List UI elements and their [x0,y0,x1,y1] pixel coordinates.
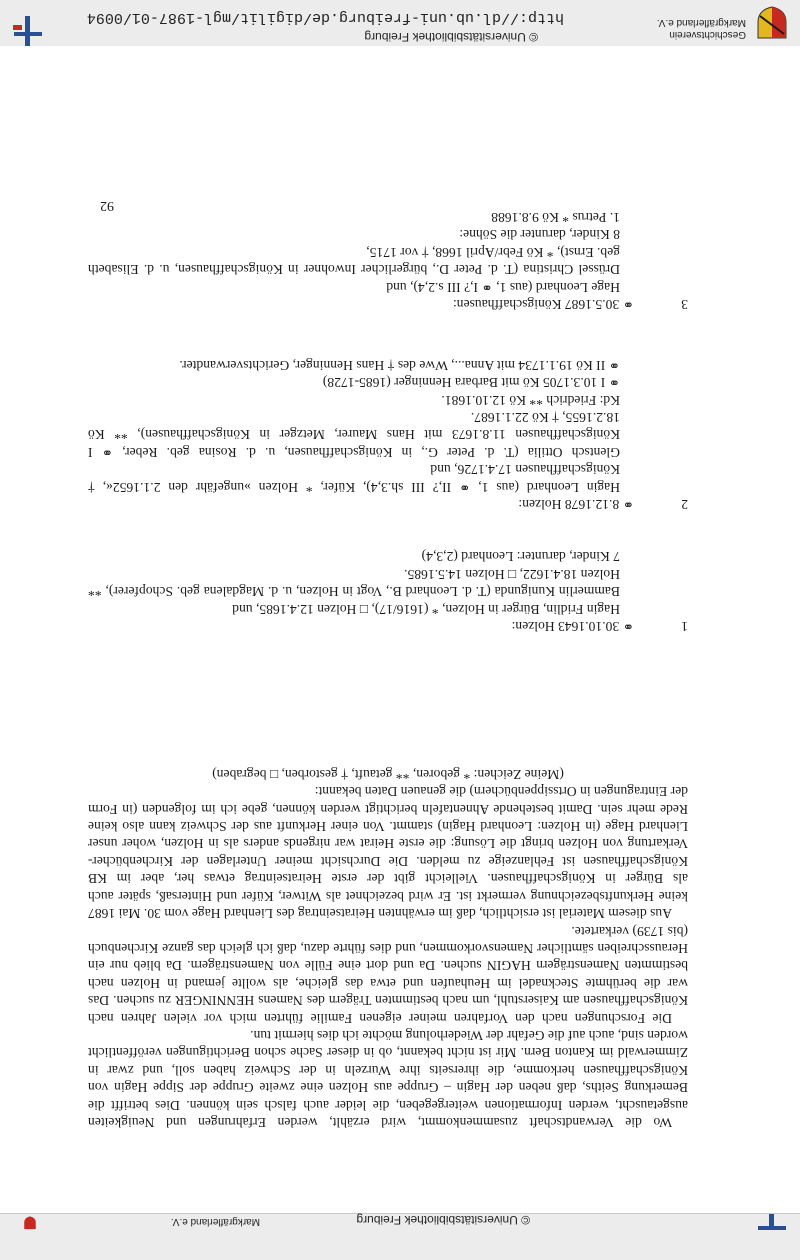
footer-society: Markgräflerland e.V. [170,1216,260,1227]
entry-line: Hage Leonhard (aus 1, ⚭ I,? III s.2,4), und [386,279,620,295]
library-credit: © Universitätsbibliothek Freiburg [364,30,538,44]
geschichtsverein-crest-icon [756,6,788,40]
entry-line: ⚭ II Kö 19.1.1734 mit Anna..., Wwe des † Hans Henninger, Gerichtsverwandter. [179,357,620,373]
viewer-top-bar [0,0,800,47]
entry-line: 1. Petrus * Kö 9.8.1688 [491,209,620,225]
ub-freiburg-logo-icon [8,0,48,46]
intro-paragraph-3: Aus diesem Material ist ersichtlich, daß im erwähnten Heiratseintrag des Lienhard Hage vom 30. Mai 1687 keine Herkunftsbezeichnung vermerkt ist. Er wird bezeichnet als Witwer, Küfer und Hintersaß, später auch als Bürger in Königschaffhausen. Vielleicht gibt der erste Heiratseintrag etwas her, aber im KB Königschaffhausen ist Fehlanzeige zu melden. Die Durchsicht meiner Unterlagen der Kirchenbücher-Verkartung von Holzen bringt die Lösung: die erste Heirat war nirgends anders als in Holzen, woher unser Lienhard Hage (in Holzen: Leonhard Hagin) stammt. Von einer Herkunft aus der Schweiz kann also keine Rede mehr sein. Damit bestehende Ahnentafeln berichtigt werden können, gebe ich im folgenden (in Form der Eintragungen in Ortssippenbüchern) die genauen Daten bekannt: [88,784,688,922]
scanned-page [0,46,800,1213]
entry-line: 8 Kinder, darunter die Söhne: [459,227,620,243]
intro-text [88,765,688,1131]
footer-ub-logo-icon [752,1214,792,1230]
entry-heading: ⚭ 8.12.1678 Holzen: [518,497,634,512]
intro-paragraph-1: Wo die Verwandtschaft zusammenkommt, wird erzählt, werden Erfahrungen und Neuigkeiten ausgetauscht, werden Informationen weitergegeben, die leider auch falsch sein können. Dies betrifft die Bemerkung Seiths, daß neben der Hagin – Gruppe aus Holzen eine zweite Gruppe der Sippe Hagin von Königschaffhausen herkomme, die ihrerseits ihre Wurzeln in der Schweiz haben soll, und zwar in Zimmerwald im Kanton Bern. Mir ist nicht bekannt, ob in dieser Sache schon Berichtigungen veröffentlicht worden sind, auch auf die Gefahr der Wiederholung möchte ich dies hiermit tun. [88,1027,688,1130]
entry-line: Bammerlin Kunigunda (T. d. Leonhard B., Vogt in Holzen, u. d. Magdalena geb. Schopferer), ** Holzen 18.4.1622, □ Holzen 14.5.1685. [88,566,620,600]
entry-line: Kd: Friedrich ** Kö 12.10.1681. [441,392,620,408]
society-name: Geschichtsverein Markgräflerland e.V. [656,17,746,40]
viewer-bottom-bar [0,1213,800,1260]
crest-icon [15,1216,45,1230]
entry-line: 7 Kinder, darunter: Leonhard (2,3,4) [421,549,620,565]
page-number: 92 [100,198,114,213]
footer-library-credit: © Universitätsbibliothek Freiburg [356,1213,530,1227]
entry-heading: ⚭ 30.10.1643 Holzen: [511,619,634,634]
genealogy-entry-1 [88,548,688,635]
entry-number: 2 [681,497,688,512]
bottom-bar-content [0,1214,800,1260]
intro-paragraph-2: Die Forschungen nach den Vorfahren meiner eigenen Familie führten mich vor vielen Jahren nach Königschaffhausen am Kaiserstuhl, um nach bestimmten Trägern des Namens HENNINGER zu suchen. Das war die berühmte Stecknadel im Heuhaufen und etwa das gleiche, als wollte jemand in Holzen nach bestimmten Namensträgern HAGIN suchen. Da und dort eine Fülle von Namensträgern. Da blieb nur ein Herausschreiben sämtlicher Namensvorkommen, und dies führte dazu, daß ich gleich das ganze Kirchenbuch (bis 1739) verkartete. [88,923,688,1026]
entry-line: Drüssel Christina (T. d. Peter D., bürgerlicher Inwohner in Königschaffhausen, u. d. Elisabeth geb. Ernst), * Kö Febr/April 1668, † vor 1715, [88,244,620,278]
entry-line: ⚭ I 10.3.1705 Kö mit Barbara Henninger (1685-1728) [322,375,620,391]
genealogy-entry-3 [88,209,688,313]
entry-line: Glentsch Ottilia (T. d. Peter G., in Königschaffhausen, u. d. Rosina geb. Reber, ⚭ I Königschaffhausen 11.8.1673 mit Hans Maurer, Metzger in Königschaffhausen), ** Kö 18.2.1655, † Kö 22.1.1687. [88,409,620,460]
entry-number: 1 [681,619,688,634]
symbol-legend: (Meine Zeichen: * geboren, ** getauft, † gestorben, □ begraben) [212,766,564,782]
entry-number: 3 [681,297,688,312]
entry-line: Hagin Leonhard (aus 1, ⚭ II,? III sh.3,4), Küfer, * Holzen »ungefähr den 2.1.1652«, † Königschaffhausen 17.4.1726, und [88,462,620,495]
genealogy-entry-2 [88,356,688,513]
entry-line: Hagin Fridlin, Bürger in Holzen, * (1616/17), □ Holzen 12.4.1685, und [232,601,620,617]
entry-heading: ⚭ 30.5.1687 Königschaffhausen: [452,297,634,312]
document-url-link[interactable]: http://dl.ub.uni-freiburg.de/digilit/mgl-1987-01/0094 [86,9,564,26]
top-bar-content [0,0,800,46]
